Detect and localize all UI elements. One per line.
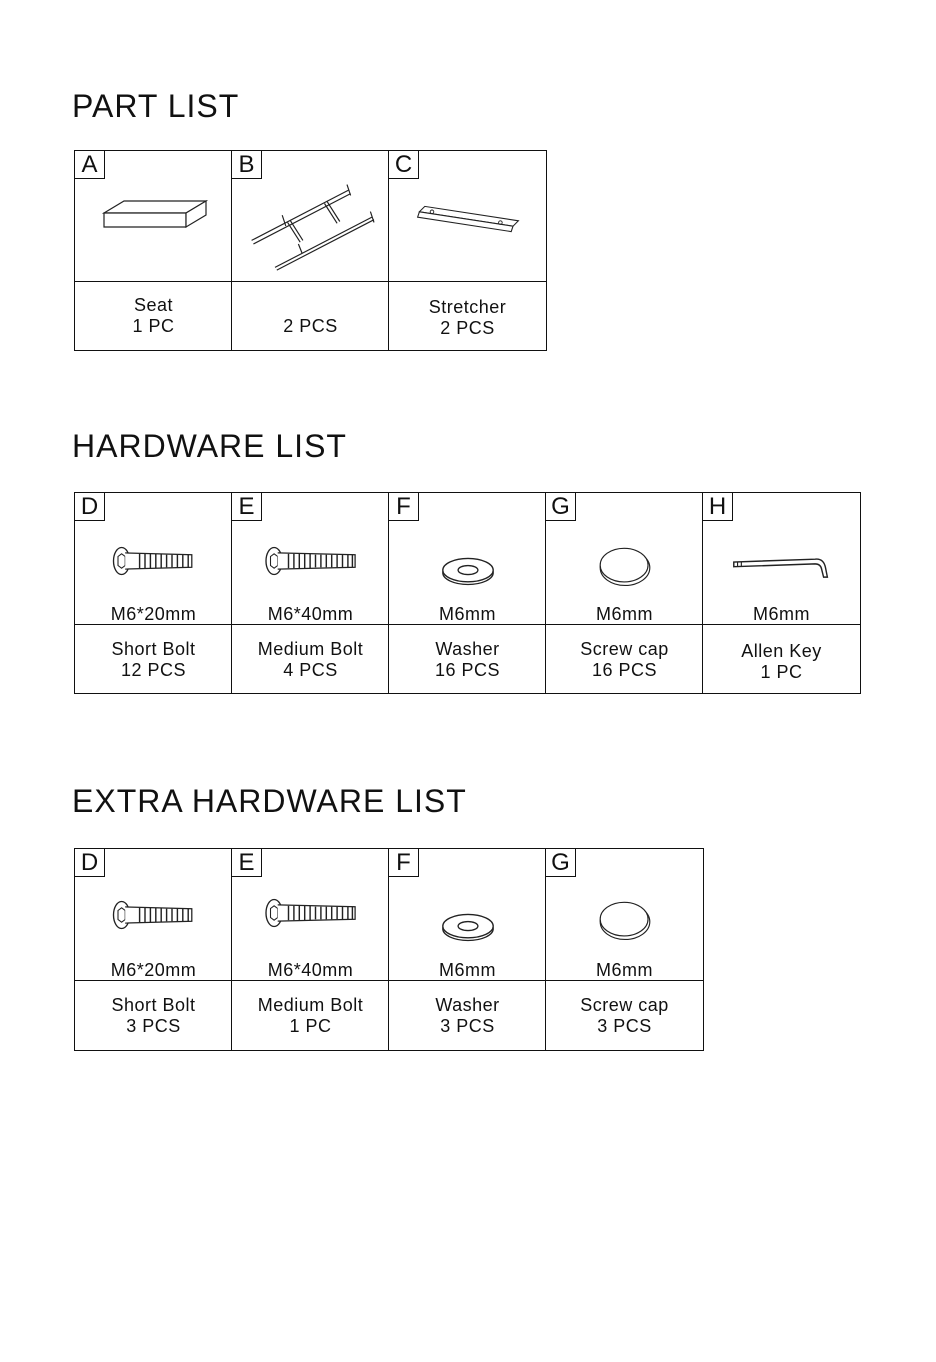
hardware-list-title: HARDWARE LIST [72,428,347,464]
hardware-cell-h [703,493,860,692]
part-list-table [74,150,547,351]
extra-hardware-description [232,995,389,1037]
hardware-name: Medium Bolt [257,639,364,659]
extra-hardware-letter: F [389,849,419,877]
extra-hardware-name: Washer [435,995,500,1015]
hardware-name: Screw cap [580,639,669,659]
extra-hardware-qty: 1 PC [289,1016,332,1036]
hardware-letter: H [703,493,733,521]
hardware-cell-g [546,493,703,692]
extra-hardware-description [546,995,703,1037]
leg-frame-icon [246,181,376,271]
extra-hardware-list-title: EXTRA HARDWARE LIST [72,783,467,819]
hardware-spec: M6mm [753,604,810,624]
hardware-qty: 1 PC [760,662,803,682]
part-cell-c [389,151,546,349]
short-bolt-icon [109,897,199,933]
seat-board-icon [94,195,214,245]
part-letter: A [75,151,105,179]
hardware-name: Washer [435,639,500,659]
extra-hardware-name: Screw cap [580,995,669,1015]
screw-cap-icon [594,543,656,589]
hardware-spec: M6*20mm [110,604,197,624]
extra-hardware-spec: M6*20mm [110,960,197,980]
extra-hardware-description [389,995,546,1037]
part-letter: C [389,151,419,179]
hardware-spec: M6mm [596,604,653,624]
screw-cap-icon [594,897,656,943]
medium-bolt-icon [261,895,361,931]
hardware-cell-f [389,493,546,692]
washer-icon [436,553,500,589]
hardware-qty: 4 PCS [283,660,338,680]
extra-hardware-name: Short Bolt [111,995,196,1015]
extra-hardware-cell-g [546,849,703,1049]
hardware-spec: M6*40mm [267,604,354,624]
part-letter: B [232,151,262,179]
extra-hardware-qty: 3 PCS [440,1016,495,1036]
extra-hardware-qty: 3 PCS [597,1016,652,1036]
extra-hardware-cell-f [389,849,546,1049]
hardware-list-table [74,492,861,694]
hardware-letter: D [75,493,105,521]
hardware-description [546,639,703,681]
part-qty: 2 PCS [283,316,338,336]
part-description [389,297,546,339]
part-list-title: PART LIST [72,88,240,124]
extra-hardware-name: Medium Bolt [257,995,364,1015]
part-description [75,295,232,337]
medium-bolt-icon [261,543,361,579]
stretcher-bar-icon [413,201,523,237]
part-name: Seat [133,295,174,315]
allen-key-icon [730,543,834,581]
hardware-name: Allen Key [741,641,822,661]
hardware-description [232,639,389,681]
hardware-cell-e [232,493,389,692]
hardware-description [703,641,860,683]
hardware-spec: M6mm [439,604,496,624]
extra-hardware-spec: M6mm [596,960,653,980]
extra-hardware-spec: M6mm [439,960,496,980]
extra-hardware-letter: G [546,849,576,877]
extra-hardware-list-table [74,848,704,1051]
hardware-name: Short Bolt [111,639,196,659]
extra-hardware-description [75,995,232,1037]
hardware-qty: 16 PCS [591,660,658,680]
part-cell-a [75,151,232,349]
part-cell-b [232,151,389,349]
extra-hardware-qty: 3 PCS [126,1016,181,1036]
extra-hardware-cell-e [232,849,389,1049]
hardware-letter: G [546,493,576,521]
hardware-description [389,639,546,681]
part-name [232,295,389,316]
hardware-letter: F [389,493,419,521]
hardware-qty: 12 PCS [120,660,187,680]
short-bolt-icon [109,543,199,579]
part-name: Stretcher [428,297,507,317]
extra-hardware-letter: D [75,849,105,877]
part-qty: 1 PC [132,316,175,336]
hardware-qty: 16 PCS [434,660,501,680]
part-description [232,295,389,337]
part-qty: 2 PCS [440,318,495,338]
extra-hardware-cell-d [75,849,232,1049]
hardware-cell-d [75,493,232,692]
hardware-description [75,639,232,681]
washer-icon [436,909,500,945]
extra-hardware-spec: M6*40mm [267,960,354,980]
hardware-letter: E [232,493,262,521]
extra-hardware-letter: E [232,849,262,877]
